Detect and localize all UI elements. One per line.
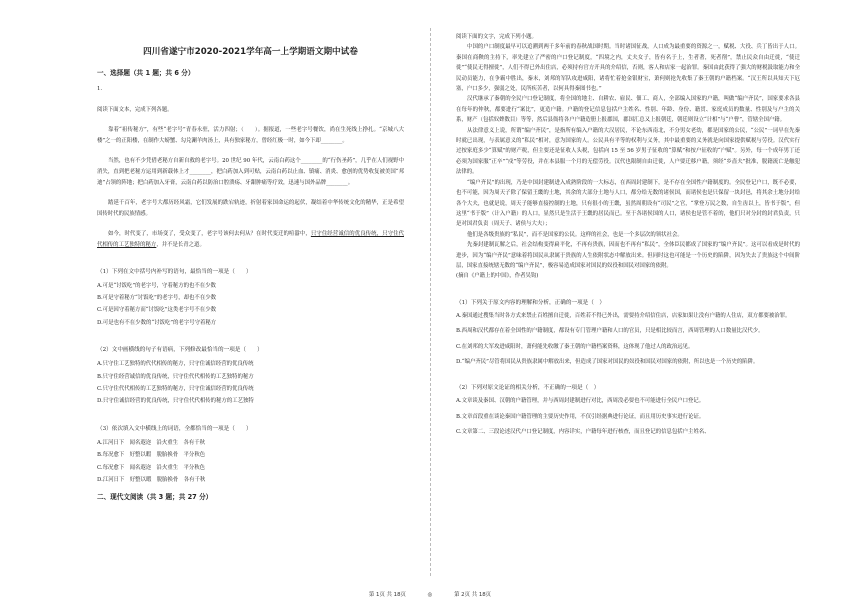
q1-option-d: D.可是也有不在少数的“讨饭吃”的老字号守着秘方: [97, 319, 217, 326]
rq1-option-c: C.在刘邦的大军攻进咸阳时，萧何能先收缴了秦王朝的户籍档案资料，这体现了他过人的政治远见。: [456, 343, 694, 350]
reading-paragraph-5: 他们是各级贵族的“私民”，而不是国家的公民。这样的社会，也是一个多层次的领状社会。: [467, 231, 683, 238]
q2-option-b: B.只守住经营诚信的优良传统，只守住代代相传的工艺独特的秘方: [97, 373, 254, 380]
reading-paragraph-3: 从法律意义上说，所谓“编户齐民”，是指所有编入户籍的大汉居民，不论东西南北，不分男女老幼，都是国家的公民，“公民”一词早在先秦时就已出现，与表属意义的“私民”相对，意为国家的人。公民具有平等的权利与义务，其中最重要的义务就是向国家提供赋税与劳役。汉代实行过按家庭多少“算赋”的财产税，但主要还是征收人头税，包括向 15 至 56 岁男子征收的“算赋”和按户征收的“户赋”。另外，每一个成年男丁还必须为国家服“正卒”“戍”等劳役，并在本县服一个月的无偿劳役。汉代也限制自由迁徙，人户要迁移户籍，须经“乡啬夫”批准，脱籍流亡是触犯法律的。: [456, 127, 800, 176]
section-choice-heading: 一、选择题（共 1 题；共 6 分）: [97, 69, 195, 77]
reading-question-1: （1）下列关于原文内容的理解和分析，正确的一项是（ ）: [456, 299, 605, 306]
rq1-option-a: A.秦国通过搜集当时各方式来禁止百姓擅自迁徙，百姓若不得已外出，需要持介绍信住店，店家如果让没有户籍的人住店，双方都要被治罪。: [456, 312, 791, 319]
footer-page-left: 第 1页 共 18页: [368, 592, 406, 598]
para4-text-a: 如今，时代变了，市场变了，受众变了，老字号该何去何从？在时代变迁的喧嚣中，: [108, 231, 311, 238]
underlined-sentence: 只守住经营诚信的优良传统，只守住代代相传的工艺独特的秘方: [97, 231, 404, 248]
q1-option-a: A.可是“讨饭吃”的老字号，守着秘方的也不在少数: [97, 282, 216, 289]
reading-paragraph-4: “编户齐民”的出现，乃是中国封建制进入成熟阶段的一大标志，在西周封建制下，是不存在全国性户籍制度的。全民登记户口，既不必要，也不可能，因为周天子除了保留王畿的土地，其余的大部分土地与人口，都分给无数的诸侯国，而诸侯也是只保留一块封邑，将其余土地分封给各个大夫，也就是说，周天子能够直接控制的土地，只有很小的王畿，虽然周朝设有“司民”之官，“掌登万民之数，自生齿以上，皆书于版”，但这里“书于版”（计入户籍）的人口，显然只是生活于王畿的居民而已。至于各诸侯国的人口，诸侯也是管不着的，他们只对分封的封君负责，只是对国君负责（周天子、诸侯与大夫）；: [456, 179, 800, 228]
q3-option-c: C.每况愈下 闻名遐迩 沿火重生 平分秋色: [97, 464, 206, 471]
rq1-option-b: B.西周和汉代都存在着全国性的户籍制度，都设有专门管理户籍和人口的官员，只是相比较而言，西周管理的人口数量比汉代少。: [456, 328, 764, 335]
rq2-option-c: C.文章第二、三段论述汉代户口登记制度，内容详实，户籍每年进行核查，而且登记的信息包括户主姓名、: [456, 429, 710, 436]
passage-paragraph-4: [97, 229, 404, 250]
passage-paragraph-3: 踏延千百年，老字号大都历经风霜，它们发展的跌宕轨迹，折射着家国命运的起伏，凝结着中华传统文化的精华，正是希望国传时代的民族情感。: [97, 200, 404, 217]
right-page: [427, 0, 860, 608]
footer-separator: ◎: [427, 592, 433, 598]
q2-option-a: A.只守住工艺独特的代代相传的秘方，只守住诚信经营的优良传统: [97, 361, 254, 368]
q1-option-c: C.可是因守着秘方而“讨饭吃”这类老字号不在少数: [97, 307, 216, 314]
right-instruction: 阅读下面的文字，完成下列小题。: [456, 34, 537, 40]
question-3: （3）依次填入文中横线上的词语，全都恰当的一项是（ ）: [97, 425, 252, 432]
q1-option-b: B.可是守着秘方“讨饭吃”的老字号，却也不在少数: [97, 294, 216, 301]
q2-option-d: D.只守住诚信经营的优良传统，只守住代代相传的秘方的工艺独特: [97, 398, 254, 405]
passage-paragraph-1: 靠着“祖传秘方”，有些“老字号”青春永驻，活力四射；（ ）。据报道，一些老字号餐饮，尚在生死线上挣扎。“京城八大楼”之一的正阳楼，在制作大螃蟹、勾兑涮羊肉汤上，具有独家秘方，曾经红极一时，如今下却________。: [97, 127, 404, 144]
instruction-text: 阅读下面文本，完成下列各题。: [97, 106, 173, 113]
question-2: （2）文中画横线的句子有语病，下列修改最恰当的一项是（ ）: [97, 347, 263, 354]
document-title: 四川省遂宁市2020-2021学年高一上学期语文期中试卷: [143, 47, 358, 57]
reading-question-2: （2）下列对原文论证的相关分析，不正确的一项是（ ）: [456, 385, 600, 392]
q3-option-a: A.江河日下 闻名遐迩 沿火重生 各有千秋: [97, 439, 206, 446]
para4-text-b: ，并不是长青之道。: [156, 241, 205, 248]
page-footer: [0, 590, 860, 598]
rq1-option-d: D.“编户齐民”尽管将国民从贵族隶属中解放出来，但造成了国家对国民的奴役和国民对国家的依附，所以也是一个历史的陷阱。: [456, 358, 759, 365]
rq2-option-b: B.文章首段重在谈论秦国户籍管理的主要历史作用，不仅引经据典进行论证，而且用历史事实进行论证。: [456, 413, 705, 420]
reading-paragraph-6: 先秦封建制瓦解之后，社会结构变得扁平化，不再有贵族，因而也不再有“私民”，全体臣民都成了国家的“编户齐民”。这可以看成是时代的进步，因为“编户齐民”意味着将国民从隶属于贵族的人生依附状态中解放出来。但同时这也可能是一个历史的陷阱，因为失去了贵族这个中间阶层，国家直接统辖无数的“编户齐民”，极容易造成国家对国民的奴役和国民对国家的依附。: [456, 242, 800, 269]
q3-option-b: B.每况愈下 好整以暇 脱胎换骨 平分秋色: [97, 452, 206, 459]
question-number: 1.: [97, 86, 103, 92]
q3-option-d: D.江河日下 好整以暇 脱胎换骨 各有千秋: [97, 477, 206, 483]
reading-paragraph-2: 汉代继承了秦朝的全民户口登记制度，将全国的地主、自耕农、雇民、佃工、商人，全部编入国家的户籍，叫做“编户齐民”，国家要求各县在每年的仲秋，都要进行“案比”，更造户籍。户籍的登记信息包括户主姓名、性别、年龄、身份、籍贯、家庭成员的数量、性别及与户主的关系，财产（包括奴婢数目）等等，然后县衙将各户户籍造册上报郡国，郡国汇总又上报朝廷，朝廷则设立“计相”与“户曹”，管辖全国户籍。: [456, 96, 800, 124]
reading-paragraph-1: 中国的户口制度最早可以追溯到两千多年前的春秋战国时期。当时诸国征战，人口成为最重要的资源之一，赋税、大役、兵丁皆出于人口。秦国在商鞅的主持下，率先建立了严密的户口登记制度，“四境之内，丈夫女子，皆有名于上，生者著，死者削”，禁止民众自由迁徙，“使迁徙”“使民无得擅徙”，人们不得已外出住店，必须持有官方开具的介绍信，否则，客人和店家一起治罪。秦国由此获得了强大的财税汲取能力和全民动员能力，在争霸中胜出，秦末，刘邦的军队攻进咸阳，诸将忙着抢金银财宝，萧何则抢先收集了秦王朝的户籍档案。“汉王所以具知天下厄塞，户口多少，强弱之处，民所疾苦者，以何具得秦图书也。”: [456, 44, 800, 93]
footer-page-right: 第 2页 共 18页: [454, 592, 492, 598]
passage-paragraph-2: 当然，也有不少凭借老秘方自新自救的老字号。20 世纪 90 年代，云南白药这个________的“行伤圣药”，几乎在人们视野中消失，直到把老秘方运用到新载体上才________，把白药加入到可贴，云南白药以止血、镇痛、消炎、愈创的优势收复被美国“邦迪”占领的阵地；把白药加入牙膏，云南白药以防治口腔溃疡、牙龈肿痛等疗效，迅速与国外品牌________。: [97, 158, 404, 186]
section-reading-heading: 二、现代文阅读（共 3 题；共 27 分）: [97, 493, 213, 502]
rq2-option-a: A.文章谈及秦国、汉朝的户籍管理，并与西周封建制进行对比，西周没必要也不可能进行全民户口登记。: [456, 398, 705, 405]
source-citation: (摘自《户籍上的中国》，作者吴钩): [456, 273, 539, 280]
question-1: （1）下列在文中括号内补写的语句，最恰当的一项是（ ）: [97, 268, 252, 275]
q2-option-c: C.只守住代代相传的工艺独特的秘方，只守住诚信经营的优良传统: [97, 385, 254, 392]
